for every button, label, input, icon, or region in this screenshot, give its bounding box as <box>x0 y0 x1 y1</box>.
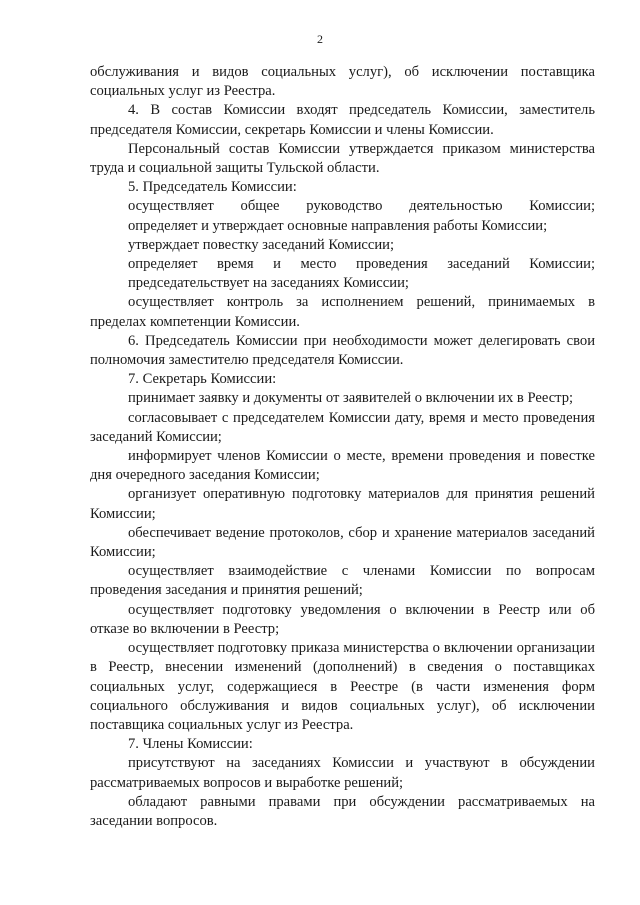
secretary-duty-1: принимает заявку и документы от заявителей о включении их в Реестр; <box>128 390 574 407</box>
secretary-duty-7: осуществляет подготовку уведомления о включении в Реестр или об отказе во включении в Реестр; <box>90 601 595 637</box>
paragraph-continuation: обслуживания и видов социальных услуг), об исключении поставщика социальных услуг из Реестра. <box>90 64 595 100</box>
secretary-duty-4: организует оперативную подготовку материалов для принятия решений Комиссии; <box>90 486 595 522</box>
heading-item-7-members: 7. Члены Комиссии: <box>128 736 253 753</box>
paragraph-item-4-composition: 4. В состав Комиссии входят председатель Комиссии, заместитель председателя Комиссии, секретарь Комиссии и члены Комиссии. <box>90 102 595 138</box>
document-body <box>90 63 595 831</box>
paragraph-personnel: Персональный состав Комиссии утверждается приказом министерства труда и социальной защиты Тульской области. <box>90 140 595 177</box>
heading-item-5-chairman: 5. Председатель Комиссии: <box>128 179 297 196</box>
secretary-duty-3: информирует членов Комиссии о месте, времени проведения и повестке дня очередного заседания Комиссии; <box>90 448 595 484</box>
page-number: 2 <box>317 32 323 46</box>
chairman-duty-4: определяет время и место проведения заседаний Комиссии; <box>128 256 595 273</box>
members-duty-1: присутствуют на заседаниях Комиссии и участвуют в обсуждении рассматриваемых вопросов и выработке решений; <box>90 755 595 791</box>
secretary-duty-6: осуществляет взаимодействие с членами Комиссии по вопросам проведения заседания и принятия решений; <box>90 563 595 599</box>
secretary-duty-5: обеспечивает ведение протоколов, сбор и хранение материалов заседаний Комиссии; <box>90 524 595 561</box>
chairman-duty-2: определяет и утверждает основные направления работы Комиссии; <box>128 217 548 234</box>
chairman-duty-6: осуществляет контроль за исполнением решений, принимаемых в пределах компетенции Комиссии. <box>90 294 595 330</box>
secretary-duty-8: осуществляет подготовку приказа министерства о включении организации в Реестр, внесении изменений (дополнений) в сведения о поставщиках социальных услуг, содержащиеся в Реестре (в части изменения форм социального обслуживания и видов социальных услуг), об исключении поставщика социальных услуг из Реестра. <box>90 640 595 733</box>
heading-item-7-secretary: 7. Секретарь Комиссии: <box>128 371 277 388</box>
members-duty-2: обладают равными правами при обсуждении рассматриваемых на заседании вопросов. <box>90 793 595 829</box>
paragraph-item-6-delegation: 6. Председатель Комиссии при необходимости может делегировать свои полномочия заместителю председателя Комиссии. <box>90 332 595 369</box>
chairman-duty-1: осуществляет общее руководство деятельностью Комиссии; <box>128 198 595 215</box>
secretary-duty-2: согласовывает с председателем Комиссии дату, время и место проведения заседаний Комиссии; <box>90 409 595 445</box>
chairman-duty-3: утверждает повестку заседаний Комиссии; <box>128 236 395 253</box>
chairman-duty-5: председательствует на заседаниях Комиссии; <box>128 275 409 292</box>
